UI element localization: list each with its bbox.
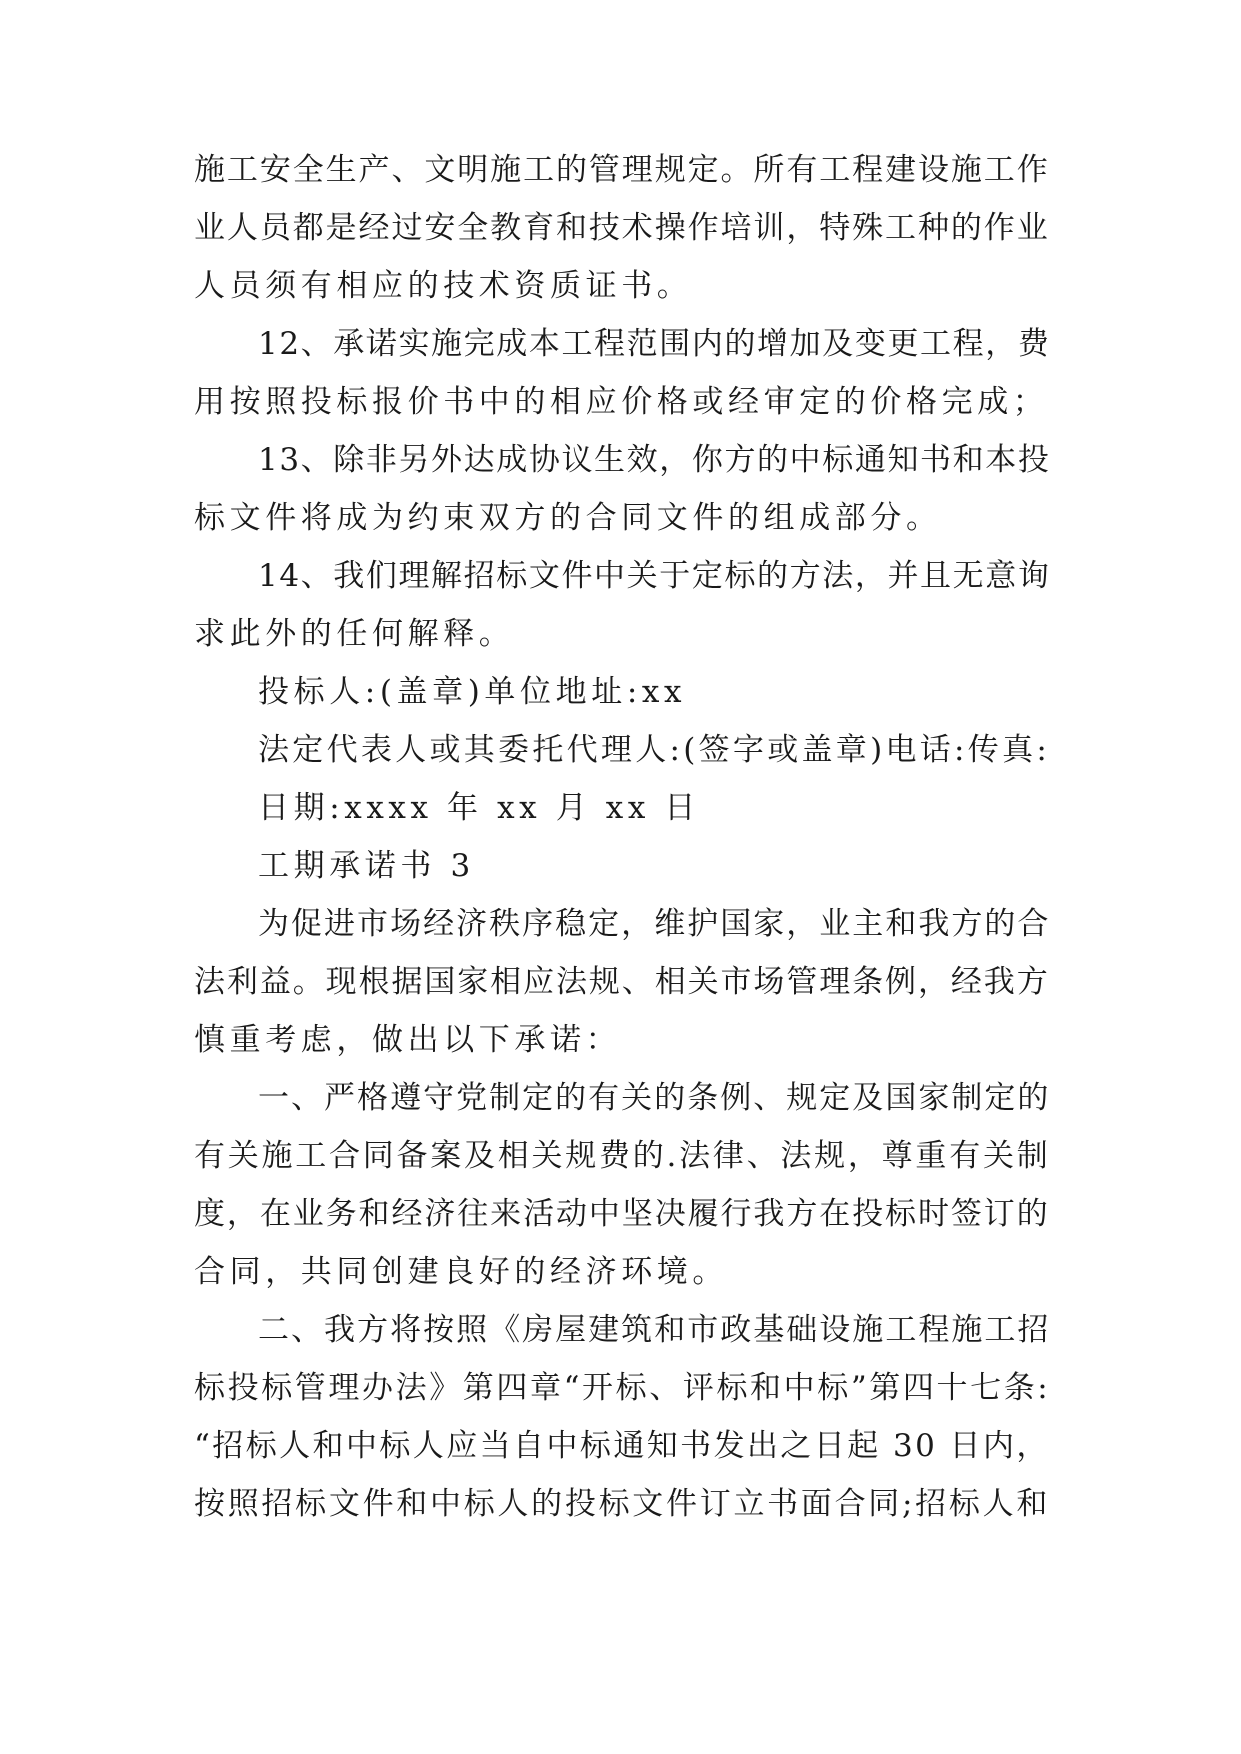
text-line: 用按照投标报价书中的相应价格或经审定的价格完成； — [194, 384, 1049, 420]
text-line: 人员须有相应的技术资质证书。 — [194, 268, 693, 304]
text-line: 13、除非另外达成协议生效，你方的中标通知书和本投 — [258, 442, 1051, 478]
text-line: 度，在业务和经济往来活动中坚决履行我方在投标时签订的 — [194, 1196, 1050, 1232]
text-line: 求此外的任何解释。 — [194, 616, 515, 652]
text-line: 二、我方将按照《房屋建筑和市政基础设施工程施工招 — [258, 1312, 1051, 1348]
text-line: 12、承诺实施完成本工程范围内的增加及变更工程，费 — [258, 326, 1051, 362]
text-line: 法定代表人或其委托代理人:(签字或盖章)电话:传真: — [258, 732, 1051, 768]
text-line: 为促进市场经济秩序稳定，维护国家，业主和我方的合 — [258, 906, 1051, 942]
text-line: 日期:xxxx 年 xx 月 xx 日 — [258, 790, 700, 826]
text-line: 按照招标文件和中标人的投标文件订立书面合同;招标人和 — [194, 1486, 1051, 1522]
text-line: 施工安全生产、文明施工的管理规定。所有工程建设施工作 — [194, 152, 1050, 188]
text-line: 工期承诺书 3 — [258, 848, 475, 884]
text-line: 14、我们理解招标文件中关于定标的方法，并且无意询 — [258, 558, 1051, 594]
text-line: “招标人和中标人应当自中标通知书发出之日起 30 日内， — [194, 1428, 1050, 1464]
text-line: 一、严格遵守党制定的有关的条例、规定及国家制定的 — [258, 1080, 1051, 1116]
text-line: 标文件将成为约束双方的合同文件的组成部分。 — [194, 500, 942, 536]
text-line: 投标人:(盖章)单位地址:xx — [258, 674, 687, 710]
text-line: 业人员都是经过安全教育和技术操作培训，特殊工种的作业 — [194, 210, 1050, 246]
text-line: 法利益。现根据国家相应法规、相关市场管理条例，经我方 — [194, 964, 1050, 1000]
text-line: 标投标管理办法》第四章“开标、评标和中标”第四十七条: — [194, 1370, 1051, 1406]
text-line: 慎重考虑，做出以下承诺： — [194, 1022, 622, 1058]
text-line: 有关施工合同备案及相关规费的.法律、法规，尊重有关制 — [194, 1138, 1051, 1174]
text-line: 合同，共同创建良好的经济环境。 — [194, 1254, 728, 1290]
